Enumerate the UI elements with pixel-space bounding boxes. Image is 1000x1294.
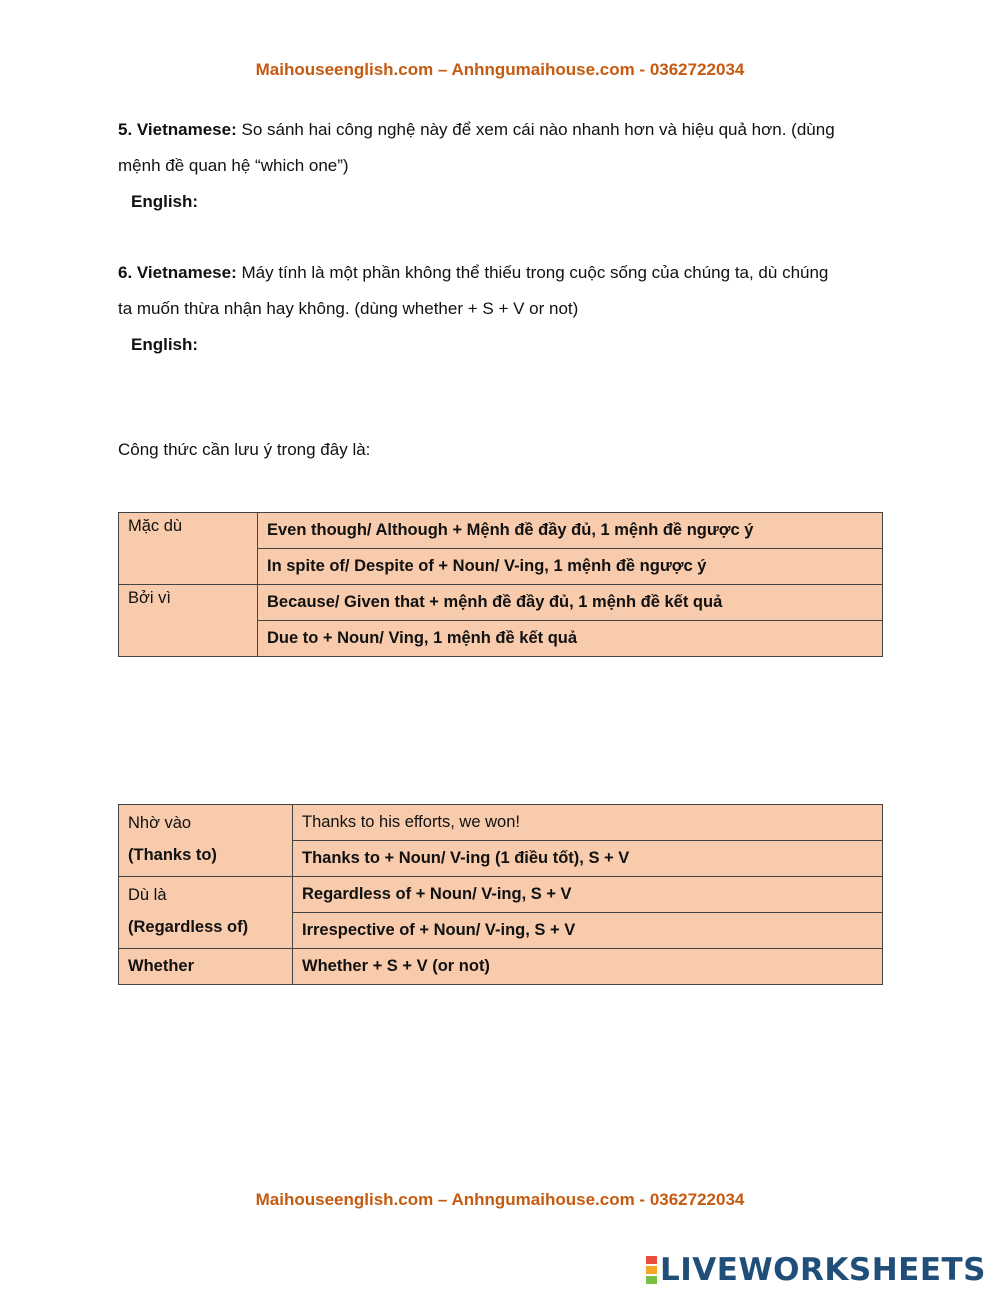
question-5 bbox=[118, 112, 888, 220]
logo-square bbox=[646, 1276, 657, 1284]
logo-mark-icon bbox=[646, 1255, 657, 1285]
table-row bbox=[119, 877, 883, 913]
formula-note: Công thức cần lưu ý trong đây là: bbox=[118, 440, 371, 459]
page-footer: Maihouseenglish.com – Anhngumaihouse.com - 0362722034 bbox=[255, 1190, 745, 1209]
question-6 bbox=[118, 255, 888, 363]
formula-table-2 bbox=[118, 804, 883, 985]
page-header: Maihouseenglish.com – Anhngumaihouse.com - 0362722034 bbox=[255, 60, 745, 79]
table-cell: Whether + S + V (or not) bbox=[293, 949, 883, 985]
question-6-prompt bbox=[118, 255, 888, 291]
table-label-line: Dù là bbox=[128, 886, 167, 904]
table-cell: Regardless of + Noun/ V-ing, S + V bbox=[293, 877, 883, 913]
table-cell: Thanks to + Noun/ V-ing (1 điều tốt), S + V bbox=[293, 841, 883, 877]
logo-text: LIVEWORKSHEETS bbox=[660, 1252, 986, 1288]
formula-table-1 bbox=[118, 512, 883, 657]
table-row bbox=[119, 585, 883, 621]
question-5-text-line1: So sánh hai công nghệ này để xem cái nào nhanh hơn và hiệu quả hơn. (dùng bbox=[236, 120, 835, 139]
question-5-number: 5. Vietnamese: bbox=[118, 120, 237, 139]
logo-square bbox=[646, 1266, 657, 1274]
table-cell: Irrespective of + Noun/ V-ing, S + V bbox=[293, 913, 883, 949]
table-cell: Even though/ Although + Mệnh đề đầy đủ, 1 mệnh đề ngược ý bbox=[258, 513, 883, 549]
table-row bbox=[119, 805, 883, 841]
table-cell: Because/ Given that + mệnh đề đầy đủ, 1 mệnh đề kết quả bbox=[258, 585, 883, 621]
question-6-text-line2: ta muốn thừa nhận hay không. (dùng whether + S + V or not) bbox=[118, 299, 579, 318]
table-row bbox=[119, 949, 883, 985]
question-6-english-label: English: bbox=[131, 335, 199, 354]
question-6-number: 6. Vietnamese: bbox=[118, 263, 237, 282]
table-group-label bbox=[119, 805, 293, 877]
logo-square bbox=[646, 1256, 657, 1264]
question-5-english-label: English: bbox=[131, 192, 199, 211]
table-label-line: Nhờ vào bbox=[128, 814, 192, 832]
table-group-label: Mặc dù bbox=[119, 513, 258, 585]
table-row bbox=[119, 513, 883, 549]
question-5-text-line2: mệnh đề quan hệ “which one”) bbox=[118, 156, 349, 175]
question-6-text-line1: Máy tính là một phần không thể thiếu trong cuộc sống của chúng ta, dù chúng bbox=[236, 263, 829, 282]
table-label-line: (Thanks to) bbox=[128, 846, 217, 864]
table-cell: In spite of/ Despite of + Noun/ V-ing, 1 mệnh đề ngược ý bbox=[258, 549, 883, 585]
question-5-prompt bbox=[118, 112, 888, 148]
table-cell: Thanks to his efforts, we won! bbox=[293, 805, 883, 841]
table-group-label: Bởi vì bbox=[119, 585, 258, 657]
table-cell: Due to + Noun/ Ving, 1 mệnh đề kết quả bbox=[258, 621, 883, 657]
liveworksheets-logo bbox=[646, 1252, 986, 1288]
table-label-line: (Regardless of) bbox=[128, 918, 249, 936]
table-group-label bbox=[119, 877, 293, 949]
table-group-label: Whether bbox=[119, 949, 293, 985]
